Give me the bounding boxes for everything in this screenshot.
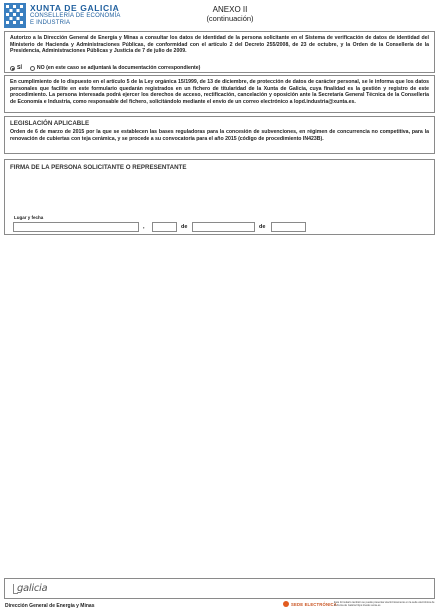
- authorization-options: [10, 65, 200, 71]
- galicia-brand-box: [4, 578, 435, 599]
- de-separator-1: de: [181, 224, 188, 230]
- comma-separator: ,: [143, 224, 145, 230]
- signature-title: FIRMA DE LA PERSONA SOLICITANTE O REPRESENTANTE: [10, 164, 187, 171]
- authorization-section: [4, 31, 435, 73]
- annex-title: ANEXO II: [212, 5, 248, 14]
- radio-yes[interactable]: [10, 66, 15, 71]
- sede-label: SEDE ELECTRÓNICA: [291, 601, 338, 607]
- year-field[interactable]: [271, 222, 306, 232]
- brand-title: XUNTA DE GALICIA: [30, 3, 120, 13]
- annex-subtitle: (continuación): [206, 14, 254, 23]
- page-header: [4, 3, 435, 29]
- place-field[interactable]: [13, 222, 139, 232]
- radio-yes-label: SÍ: [17, 65, 22, 71]
- sede-electronica-badge[interactable]: [283, 601, 337, 607]
- month-field[interactable]: [192, 222, 255, 232]
- sede-icon: [283, 601, 289, 607]
- galicia-logo: galicia: [17, 583, 48, 594]
- legislation-section: [4, 116, 435, 154]
- radio-no-label: NO (en este caso se adjuntará la documentación correspondiente): [36, 65, 201, 71]
- sede-note: Este formulario también se puede presentar electrónicamente en la sede electrónica de la Xunta de Galicia https://sede.xunta.es: [334, 601, 435, 608]
- data-protection-section: [4, 75, 435, 113]
- brand-department-line2: E INDUSTRIA: [30, 20, 71, 26]
- place-date-label: Lugar y fecha: [14, 215, 44, 220]
- brand-block: [30, 3, 121, 27]
- legislation-text: Orden de 6 de marzo de 2015 por la que se establecen las bases reguladoras para la concesión de subvenciones, en régimen de concurrencia no competitiva, para la renovación de cubiertas con teja cerámica, y se procede a su convocatoria para el año 2015 (código de procedimiento IN423B).: [10, 129, 429, 142]
- de-separator-2: de: [259, 224, 266, 230]
- annex-heading: [190, 5, 270, 23]
- data-protection-text: En cumplimiento de lo dispuesto en el artículo 5 de la Ley orgánica 15/1999, de 13 de diciembre, de protección de datos de carácter personal, se le informa que los datos personales que facilite en este formulario quedarán registrados en un fichero de titularidad de la Xunta de Galicia, cuya finalidad es la gestión y registro de este procedimiento. La persona interesada podrá ejercer los derechos de acceso, rectificación, cancelación y oposición ante la Secretaría General Técnica de la Consellería de Economía e Industria, como responsable del fichero, solicitándolo mediante el envío de un correo electrónico a lopd.industria@xunta.es.: [10, 79, 429, 105]
- authorization-text: Autorizo a la Dirección General de Energía y Minas a consultar los datos de identidad de la persona solicitante en el Sistema de verificación de datos de identidad del Ministerio de Hacienda y Administraciones Públicas, de conformidad con el artículo 2 del Decreto 255/2008, de 23 de octubre, y la Orden de la Consellería de la Presidencia, Administraciones Públicas y Justicia de 7 de julio de 2009.: [10, 35, 429, 55]
- day-field[interactable]: [152, 222, 177, 232]
- xunta-logo-icon: [4, 3, 26, 28]
- brand-department-line1: CONSELLERÍA DE ECONOMÍA: [30, 13, 121, 19]
- radio-no[interactable]: [30, 66, 35, 71]
- footer-department: Dirección General de Energía y Minas: [5, 603, 95, 609]
- legislation-title: LEGISLACIÓN APLICABLE: [10, 120, 90, 127]
- signature-section: [4, 159, 435, 235]
